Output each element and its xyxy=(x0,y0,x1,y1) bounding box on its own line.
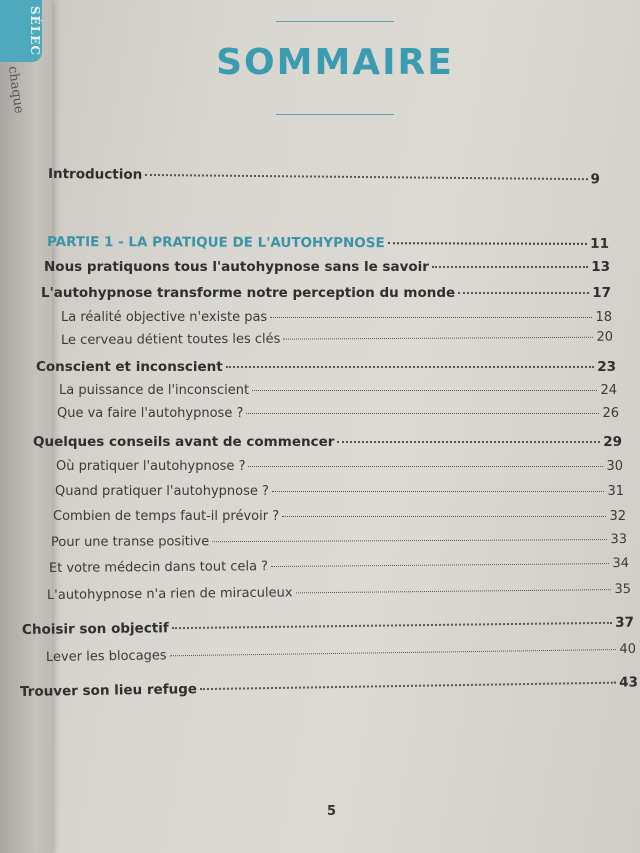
toc-leader xyxy=(226,366,595,368)
toc-leader xyxy=(272,491,605,492)
toc-page: 35 xyxy=(614,581,632,598)
toc-page: 29 xyxy=(603,434,622,450)
toc-leader xyxy=(248,466,603,467)
toc-leader xyxy=(246,413,599,414)
toc-leader xyxy=(283,337,593,340)
toc-label: Pour une transe positive xyxy=(50,534,210,550)
toc-entry xyxy=(55,484,624,499)
toc-entry xyxy=(59,383,617,398)
toc-page: 33 xyxy=(610,531,628,548)
toc-leader xyxy=(172,622,612,629)
toc-entry-introduction xyxy=(48,166,600,187)
toc-entry xyxy=(41,285,611,301)
toc-page: 34 xyxy=(612,555,630,572)
toc-page: 43 xyxy=(619,674,639,691)
toc-leader xyxy=(295,589,611,593)
toc-page: 17 xyxy=(592,285,611,301)
toc-leader xyxy=(432,266,588,268)
toc-entry-partie-1 xyxy=(47,234,609,252)
toc-leader xyxy=(252,390,597,391)
toc-page: 13 xyxy=(591,259,610,275)
toc-entry xyxy=(56,459,623,474)
toc-leader xyxy=(145,174,587,180)
toc-label: Et votre médecin dans tout cela ? xyxy=(48,559,269,576)
toc-entry xyxy=(61,310,612,325)
toc-entry xyxy=(61,330,613,348)
toc-leader xyxy=(337,441,600,443)
toc-page: 26 xyxy=(602,406,619,421)
toc-entry xyxy=(20,674,638,700)
toc-label: PARTIE 1 - LA PRATIQUE DE L'AUTOHYPNOSE xyxy=(46,234,385,252)
toc-page: 18 xyxy=(595,310,612,325)
toc-page: 23 xyxy=(597,359,616,375)
toc-page: 40 xyxy=(619,641,637,657)
toc-label: Lever les blocages xyxy=(45,648,167,665)
toc-leader xyxy=(388,242,587,245)
toc-page: 31 xyxy=(607,484,624,499)
toc-page: 37 xyxy=(615,614,635,631)
toc-label: Introduction xyxy=(47,166,143,183)
page-number: 5 xyxy=(327,804,337,819)
toc-label: La puissance de l'inconscient xyxy=(59,383,250,398)
toc-page: 9 xyxy=(590,171,601,188)
toc-entry xyxy=(22,615,634,638)
toc-page: 24 xyxy=(600,383,617,398)
toc-leader xyxy=(458,292,589,294)
previous-page-tab: SÉLEC xyxy=(0,0,42,62)
toc-label: Où pratiquer l'autohypnose ? xyxy=(56,459,246,474)
toc-leader xyxy=(200,682,616,691)
toc-label: L'autohypnose n'a rien de miraculeux xyxy=(46,585,293,603)
toc-entry xyxy=(44,259,610,275)
toc-leader xyxy=(282,516,606,517)
toc-leader xyxy=(212,539,607,542)
toc-leader xyxy=(170,649,617,656)
toc-label: Quelques conseils avant de commencer xyxy=(33,434,335,450)
toc-entry xyxy=(33,434,622,450)
toc-entry xyxy=(57,406,619,421)
toc-entry xyxy=(53,509,626,524)
toc-label: Combien de temps faut-il prévoir ? xyxy=(53,509,280,524)
toc-label: L'autohypnose transforme notre perception du monde xyxy=(41,285,456,301)
page-title: SOMMAIRE xyxy=(216,42,454,83)
toc-leader xyxy=(270,317,592,318)
toc-entry xyxy=(46,642,636,665)
toc-label: Trouver son lieu refuge xyxy=(19,681,198,700)
toc-entry xyxy=(49,556,629,576)
toc-label: Le cerveau détient toutes les clés xyxy=(60,331,281,348)
toc-page: 20 xyxy=(596,329,614,345)
toc-page: 11 xyxy=(590,235,610,252)
toc-entry xyxy=(36,359,616,375)
toc-label: Que va faire l'autohypnose ? xyxy=(57,406,244,421)
toc-label: La réalité objective n'existe pas xyxy=(61,310,268,325)
toc-label: Choisir son objectif xyxy=(21,620,169,638)
toc-entry xyxy=(47,582,631,603)
toc-leader xyxy=(271,563,609,567)
toc-label: Quand pratiquer l'autohypnose ? xyxy=(55,484,269,499)
toc-page: 32 xyxy=(609,509,626,524)
toc-entry xyxy=(51,532,627,550)
toc-page: 30 xyxy=(606,459,623,474)
toc-label: Conscient et inconscient xyxy=(36,359,223,375)
toc-label: Nous pratiquons tous l'autohypnose sans le savoir xyxy=(44,259,429,275)
previous-page-word: chaque xyxy=(4,65,27,115)
